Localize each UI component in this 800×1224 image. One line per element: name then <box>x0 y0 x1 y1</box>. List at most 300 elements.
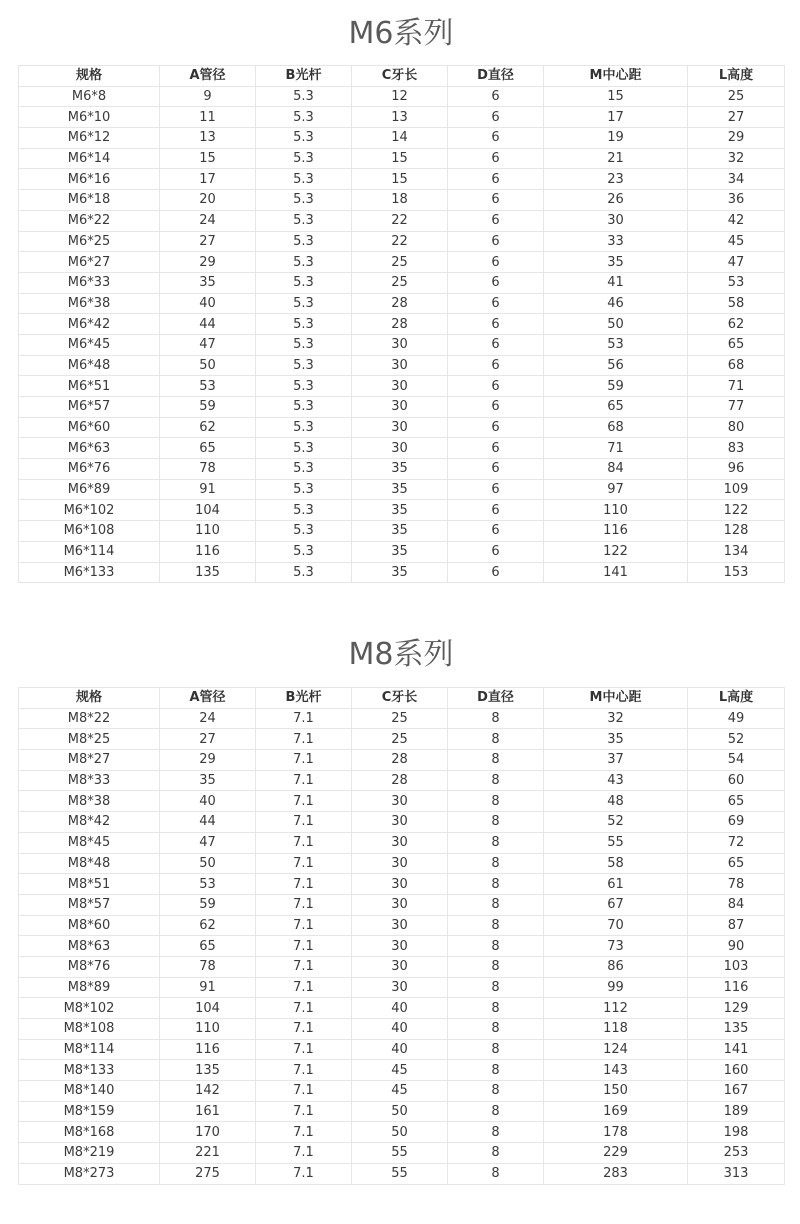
table-cell: 5.3 <box>256 231 352 252</box>
table-cell: 50 <box>544 314 688 335</box>
table-row <box>19 956 785 977</box>
table-cell: 59 <box>160 894 256 915</box>
table-cell: 275 <box>160 1163 256 1184</box>
table-row <box>19 86 785 107</box>
table-cell: 5.3 <box>256 479 352 500</box>
table-cell: M8*76 <box>19 956 160 977</box>
table-cell: 42 <box>688 210 785 231</box>
table-cell: 25 <box>688 86 785 107</box>
table-cell: M6*27 <box>19 252 160 273</box>
table-cell: 30 <box>352 376 448 397</box>
table-cell: 25 <box>352 708 448 729</box>
table-cell: 5.3 <box>256 169 352 190</box>
table-cell: 35 <box>352 479 448 500</box>
table-cell: 7.1 <box>256 770 352 791</box>
table-cell: 72 <box>688 832 785 853</box>
table-cell: 7.1 <box>256 791 352 812</box>
table-cell: 30 <box>352 977 448 998</box>
table-cell: 7.1 <box>256 977 352 998</box>
table-cell: 12 <box>352 86 448 107</box>
table-cell: 30 <box>352 956 448 977</box>
table-cell: 8 <box>448 915 544 936</box>
table-cell: 61 <box>544 874 688 895</box>
table-cell: 135 <box>160 1060 256 1081</box>
table-cell: 78 <box>160 459 256 480</box>
table-cell: M8*25 <box>19 729 160 750</box>
table-cell: 43 <box>544 770 688 791</box>
table-cell: 53 <box>688 272 785 293</box>
table-cell: 68 <box>544 417 688 438</box>
table-cell: 15 <box>352 169 448 190</box>
table-row <box>19 169 785 190</box>
table-cell: 68 <box>688 355 785 376</box>
table-row <box>19 334 785 355</box>
table-cell: 29 <box>160 252 256 273</box>
table-cell: 5.3 <box>256 376 352 397</box>
table-cell: 25 <box>352 729 448 750</box>
table-cell: 34 <box>688 169 785 190</box>
table-cell: 32 <box>688 148 785 169</box>
table-cell: 15 <box>160 148 256 169</box>
table-cell: 167 <box>688 1081 785 1102</box>
table-cell: 32 <box>544 708 688 729</box>
table-cell: M8*114 <box>19 1039 160 1060</box>
table-cell: 55 <box>544 832 688 853</box>
table-cell: 45 <box>352 1081 448 1102</box>
table-cell: 30 <box>352 438 448 459</box>
table-cell: 33 <box>544 231 688 252</box>
table-cell: 8 <box>448 1081 544 1102</box>
table-row <box>19 355 785 376</box>
table-cell: 7.1 <box>256 874 352 895</box>
table-cell: 28 <box>352 750 448 771</box>
table-cell: 30 <box>352 936 448 957</box>
table-row <box>19 417 785 438</box>
table-cell: 53 <box>160 874 256 895</box>
table-cell: 11 <box>160 107 256 128</box>
table-cell: 283 <box>544 1163 688 1184</box>
table-cell: M6*42 <box>19 314 160 335</box>
table-cell: 30 <box>352 355 448 376</box>
table-cell: 65 <box>688 791 785 812</box>
header-l-height: L高度 <box>688 66 785 87</box>
table-cell: 8 <box>448 1060 544 1081</box>
header-c-thread: C牙长 <box>352 66 448 87</box>
table-cell: 55 <box>352 1163 448 1184</box>
table-cell: 8 <box>448 853 544 874</box>
table-cell: M6*8 <box>19 86 160 107</box>
table-cell: M6*89 <box>19 479 160 500</box>
table-cell: 6 <box>448 500 544 521</box>
table-cell: 7.1 <box>256 915 352 936</box>
table-cell: M8*273 <box>19 1163 160 1184</box>
table-cell: 37 <box>544 750 688 771</box>
table-row <box>19 210 785 231</box>
table-cell: 5.3 <box>256 190 352 211</box>
table-row <box>19 977 785 998</box>
table-cell: 65 <box>544 397 688 418</box>
table-cell: 30 <box>352 791 448 812</box>
table-cell: M6*133 <box>19 562 160 583</box>
table-cell: 18 <box>352 190 448 211</box>
table-header-row <box>19 688 785 709</box>
table-row <box>19 915 785 936</box>
table-cell: 5.3 <box>256 314 352 335</box>
table-cell: 5.3 <box>256 148 352 169</box>
table-cell: 30 <box>352 832 448 853</box>
table-cell: 229 <box>544 1143 688 1164</box>
table-row <box>19 874 785 895</box>
table-cell: 17 <box>544 107 688 128</box>
table-cell: 60 <box>688 770 785 791</box>
table-cell: 62 <box>160 915 256 936</box>
table-cell: 44 <box>160 812 256 833</box>
table-cell: 6 <box>448 293 544 314</box>
table-cell: 8 <box>448 1019 544 1040</box>
table-cell: 7.1 <box>256 936 352 957</box>
section-title: M6系列 <box>348 16 454 51</box>
table-cell: 5.3 <box>256 541 352 562</box>
table-cell: 6 <box>448 128 544 149</box>
header-c-thread: C牙长 <box>352 688 448 709</box>
table-row <box>19 541 785 562</box>
table-cell: 62 <box>688 314 785 335</box>
table-cell: M6*33 <box>19 272 160 293</box>
table-cell: 198 <box>688 1122 785 1143</box>
table-cell: 47 <box>160 334 256 355</box>
table-cell: M8*108 <box>19 1019 160 1040</box>
table-cell: 49 <box>688 708 785 729</box>
table-cell: 6 <box>448 107 544 128</box>
table-cell: M6*63 <box>19 438 160 459</box>
table-row <box>19 1101 785 1122</box>
table-cell: 35 <box>352 459 448 480</box>
table-cell: M8*140 <box>19 1081 160 1102</box>
table-cell: 40 <box>352 998 448 1019</box>
table-cell: M8*63 <box>19 936 160 957</box>
table-cell: 40 <box>160 791 256 812</box>
table-cell: M6*57 <box>19 397 160 418</box>
table-cell: M8*38 <box>19 791 160 812</box>
table-cell: 15 <box>352 148 448 169</box>
table-row <box>19 936 785 957</box>
table-cell: 40 <box>352 1039 448 1060</box>
table-cell: 5.3 <box>256 500 352 521</box>
table-row <box>19 708 785 729</box>
table-cell: 91 <box>160 479 256 500</box>
table-cell: 70 <box>544 915 688 936</box>
table-cell: 5.3 <box>256 521 352 542</box>
table-row <box>19 272 785 293</box>
table-row <box>19 812 785 833</box>
table-cell: 110 <box>160 1019 256 1040</box>
table-cell: 78 <box>688 874 785 895</box>
table-cell: 53 <box>544 334 688 355</box>
table-cell: 48 <box>544 791 688 812</box>
table-cell: 8 <box>448 998 544 1019</box>
table-cell: 153 <box>688 562 785 583</box>
table-cell: 178 <box>544 1122 688 1143</box>
table-cell: 103 <box>688 956 785 977</box>
table-cell: M6*108 <box>19 521 160 542</box>
table-row <box>19 500 785 521</box>
table-cell: 5.3 <box>256 107 352 128</box>
table-cell: M8*42 <box>19 812 160 833</box>
table-cell: 221 <box>160 1143 256 1164</box>
table-cell: 8 <box>448 936 544 957</box>
table-row <box>19 770 785 791</box>
table-row <box>19 190 785 211</box>
table-cell: 67 <box>544 894 688 915</box>
table-row <box>19 231 785 252</box>
table-cell: 5.3 <box>256 459 352 480</box>
table-cell: 97 <box>544 479 688 500</box>
table-cell: 47 <box>688 252 785 273</box>
table-cell: 8 <box>448 874 544 895</box>
table-cell: 40 <box>160 293 256 314</box>
table-cell: 77 <box>688 397 785 418</box>
table-row <box>19 376 785 397</box>
table-cell: 135 <box>160 562 256 583</box>
table-cell: 7.1 <box>256 832 352 853</box>
table-cell: 134 <box>688 541 785 562</box>
table-cell: M6*76 <box>19 459 160 480</box>
table-cell: M6*16 <box>19 169 160 190</box>
table-cell: M8*219 <box>19 1143 160 1164</box>
table-cell: 50 <box>352 1101 448 1122</box>
table-cell: 141 <box>688 1039 785 1060</box>
table-cell: M8*27 <box>19 750 160 771</box>
table-cell: M6*25 <box>19 231 160 252</box>
table-cell: 6 <box>448 397 544 418</box>
table-cell: M8*133 <box>19 1060 160 1081</box>
table-cell: 7.1 <box>256 708 352 729</box>
table-row <box>19 1143 785 1164</box>
spec-table <box>18 65 785 583</box>
table-cell: 122 <box>688 500 785 521</box>
table-cell: 8 <box>448 812 544 833</box>
table-cell: M6*48 <box>19 355 160 376</box>
table-cell: 7.1 <box>256 1101 352 1122</box>
table-cell: 143 <box>544 1060 688 1081</box>
table-cell: 8 <box>448 770 544 791</box>
header-m-center: M中心距 <box>544 688 688 709</box>
table-cell: 35 <box>352 521 448 542</box>
table-cell: 45 <box>688 231 785 252</box>
table-cell: 59 <box>544 376 688 397</box>
table-cell: M8*33 <box>19 770 160 791</box>
table-cell: 23 <box>544 169 688 190</box>
table-cell: 313 <box>688 1163 785 1184</box>
table-cell: 46 <box>544 293 688 314</box>
table-cell: 87 <box>688 915 785 936</box>
table-cell: 5.3 <box>256 334 352 355</box>
table-cell: 5.3 <box>256 417 352 438</box>
table-cell: 71 <box>688 376 785 397</box>
table-cell: M6*51 <box>19 376 160 397</box>
table-cell: 62 <box>160 417 256 438</box>
table-cell: 7.1 <box>256 956 352 977</box>
table-cell: 5.3 <box>256 210 352 231</box>
table-cell: M6*22 <box>19 210 160 231</box>
table-cell: 30 <box>352 417 448 438</box>
table-row <box>19 1163 785 1184</box>
table-cell: 5.3 <box>256 397 352 418</box>
table-cell: 116 <box>688 977 785 998</box>
table-cell: 6 <box>448 252 544 273</box>
table-cell: 35 <box>544 252 688 273</box>
table-cell: 7.1 <box>256 1122 352 1143</box>
table-cell: 28 <box>352 314 448 335</box>
table-cell: 20 <box>160 190 256 211</box>
table-cell: 22 <box>352 210 448 231</box>
table-row <box>19 397 785 418</box>
table-cell: 6 <box>448 231 544 252</box>
table-cell: 8 <box>448 956 544 977</box>
table-cell: 65 <box>688 334 785 355</box>
table-cell: 55 <box>352 1143 448 1164</box>
table-cell: 44 <box>160 314 256 335</box>
table-cell: 35 <box>352 541 448 562</box>
table-cell: 59 <box>160 397 256 418</box>
table-row <box>19 998 785 1019</box>
table-cell: 27 <box>160 231 256 252</box>
table-cell: 30 <box>352 334 448 355</box>
table-row <box>19 562 785 583</box>
table-cell: 24 <box>160 210 256 231</box>
table-cell: 8 <box>448 1163 544 1184</box>
table-row <box>19 1060 785 1081</box>
table-cell: 128 <box>688 521 785 542</box>
table-cell: M8*89 <box>19 977 160 998</box>
header-spec: 规格 <box>19 688 160 709</box>
table-cell: M6*60 <box>19 417 160 438</box>
table-cell: 90 <box>688 936 785 957</box>
table-cell: 30 <box>352 894 448 915</box>
table-cell: 40 <box>352 1019 448 1040</box>
table-cell: 6 <box>448 562 544 583</box>
table-row <box>19 729 785 750</box>
table-cell: 5.3 <box>256 128 352 149</box>
table-cell: 69 <box>688 812 785 833</box>
table-cell: 45 <box>352 1060 448 1081</box>
table-cell: 84 <box>688 894 785 915</box>
m6-series-section <box>18 12 784 583</box>
table-cell: 189 <box>688 1101 785 1122</box>
table-cell: 80 <box>688 417 785 438</box>
table-cell: 26 <box>544 190 688 211</box>
table-cell: 129 <box>688 998 785 1019</box>
table-cell: 6 <box>448 272 544 293</box>
table-cell: 30 <box>352 915 448 936</box>
table-cell: 7.1 <box>256 853 352 874</box>
table-cell: 6 <box>448 169 544 190</box>
table-cell: 7.1 <box>256 812 352 833</box>
table-cell: M8*45 <box>19 832 160 853</box>
table-cell: 8 <box>448 894 544 915</box>
table-cell: 35 <box>352 562 448 583</box>
header-b-shank: B光杆 <box>256 66 352 87</box>
table-cell: 8 <box>448 1101 544 1122</box>
table-cell: 28 <box>352 770 448 791</box>
table-cell: 27 <box>160 729 256 750</box>
table-cell: 96 <box>688 459 785 480</box>
table-cell: 116 <box>160 541 256 562</box>
table-cell: 6 <box>448 541 544 562</box>
table-cell: 30 <box>352 397 448 418</box>
table-row <box>19 293 785 314</box>
table-cell: 135 <box>688 1019 785 1040</box>
table-cell: 6 <box>448 438 544 459</box>
table-cell: 36 <box>688 190 785 211</box>
table-cell: 53 <box>160 376 256 397</box>
table-cell: M8*22 <box>19 708 160 729</box>
table-cell: 17 <box>160 169 256 190</box>
table-cell: 14 <box>352 128 448 149</box>
table-cell: 6 <box>448 314 544 335</box>
table-cell: 6 <box>448 479 544 500</box>
table-cell: 19 <box>544 128 688 149</box>
table-cell: 6 <box>448 376 544 397</box>
table-cell: M8*60 <box>19 915 160 936</box>
table-cell: 160 <box>688 1060 785 1081</box>
table-cell: 118 <box>544 1019 688 1040</box>
table-cell: 15 <box>544 86 688 107</box>
header-m-center: M中心距 <box>544 66 688 87</box>
table-cell: 35 <box>544 729 688 750</box>
table-cell: 27 <box>688 107 785 128</box>
table-cell: 6 <box>448 190 544 211</box>
table-cell: 22 <box>352 231 448 252</box>
table-cell: 5.3 <box>256 86 352 107</box>
table-cell: M6*14 <box>19 148 160 169</box>
table-cell: 73 <box>544 936 688 957</box>
table-row <box>19 459 785 480</box>
table-cell: 122 <box>544 541 688 562</box>
table-row <box>19 107 785 128</box>
table-row <box>19 314 785 335</box>
table-row <box>19 1081 785 1102</box>
table-row <box>19 791 785 812</box>
table-cell: 141 <box>544 562 688 583</box>
table-cell: M8*102 <box>19 998 160 1019</box>
table-cell: 56 <box>544 355 688 376</box>
table-cell: 86 <box>544 956 688 977</box>
table-cell: 7.1 <box>256 894 352 915</box>
table-cell: 109 <box>688 479 785 500</box>
table-cell: 8 <box>448 1143 544 1164</box>
table-cell: 21 <box>544 148 688 169</box>
table-cell: 29 <box>160 750 256 771</box>
table-cell: 52 <box>544 812 688 833</box>
table-cell: 58 <box>688 293 785 314</box>
table-cell: M8*48 <box>19 853 160 874</box>
table-row <box>19 894 785 915</box>
table-cell: 7.1 <box>256 1143 352 1164</box>
table-cell: 110 <box>160 521 256 542</box>
table-cell: 6 <box>448 334 544 355</box>
table-row <box>19 479 785 500</box>
table-cell: M6*102 <box>19 500 160 521</box>
table-cell: 169 <box>544 1101 688 1122</box>
table-cell: M6*12 <box>19 128 160 149</box>
table-cell: 84 <box>544 459 688 480</box>
table-cell: 30 <box>352 874 448 895</box>
table-cell: 170 <box>160 1122 256 1143</box>
table-row <box>19 148 785 169</box>
table-cell: 54 <box>688 750 785 771</box>
table-cell: 8 <box>448 750 544 771</box>
